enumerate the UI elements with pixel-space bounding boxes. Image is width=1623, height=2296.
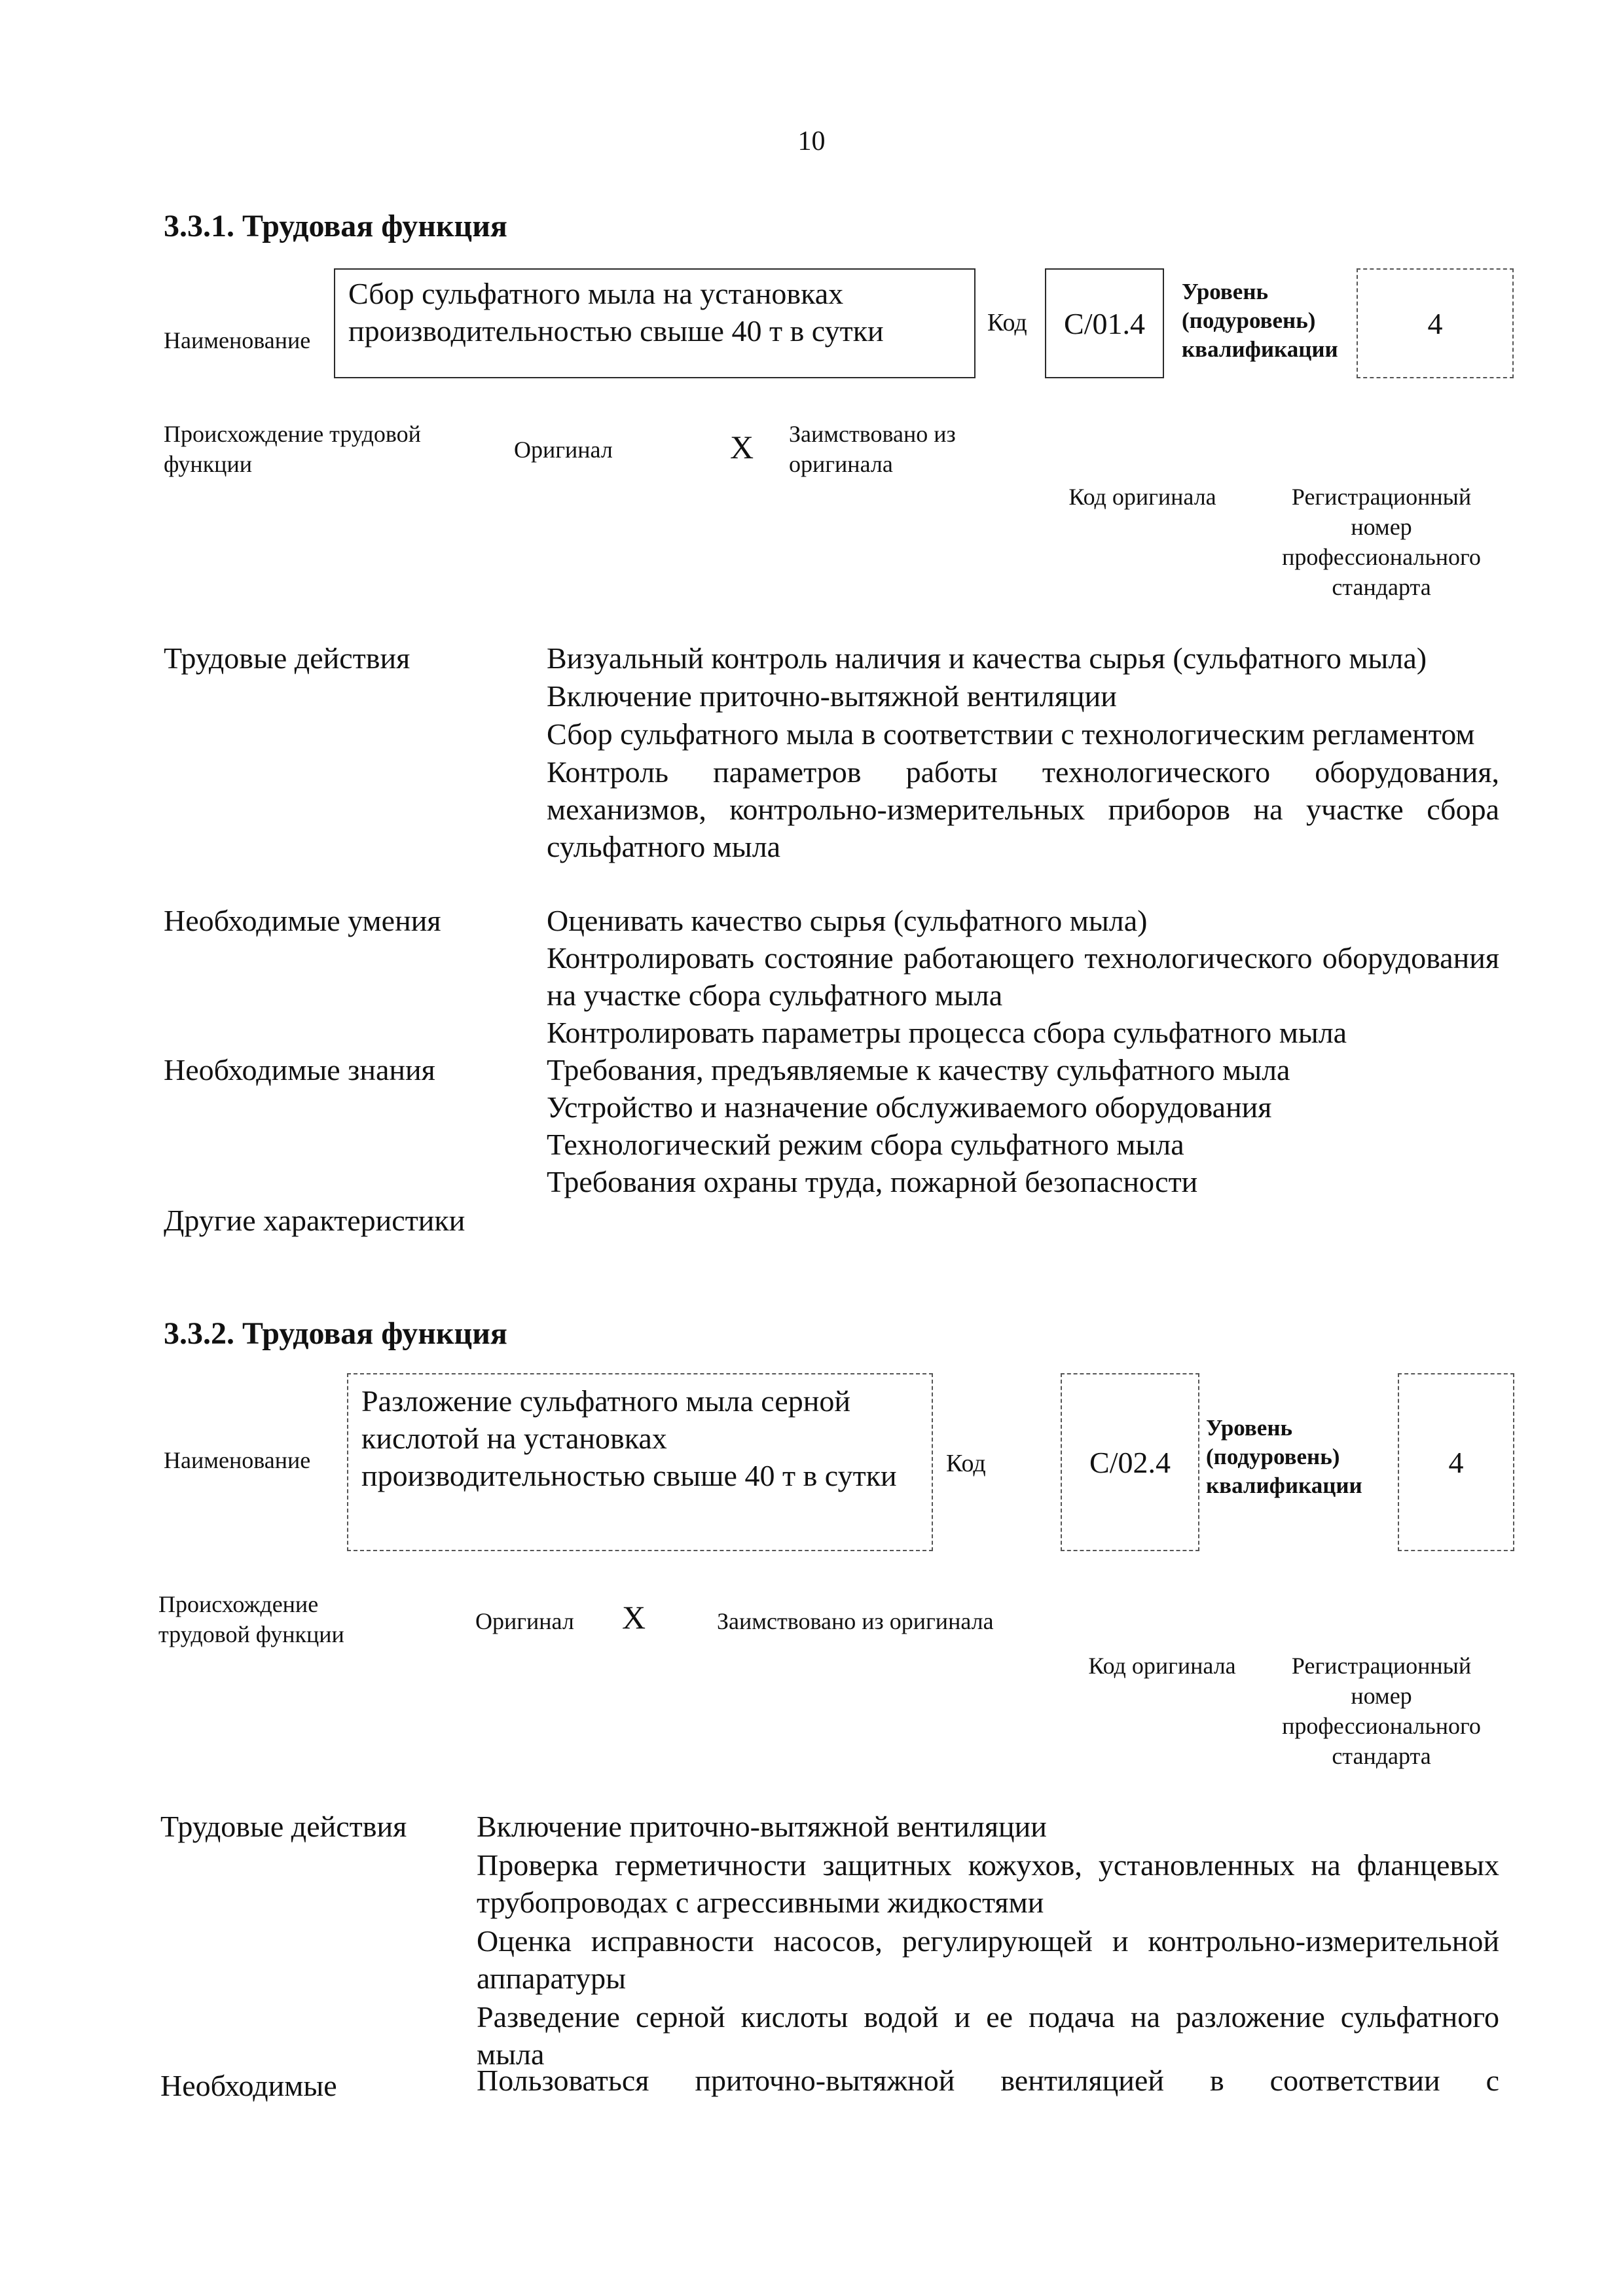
knowledge-label: Необходимые знания [164, 1053, 435, 1086]
orig-code-label: Код оригинала [1068, 484, 1216, 510]
original-x-mark: X [730, 429, 754, 465]
list-item: Требования охраны труда, пожарной безопасности [547, 1165, 1198, 1198]
list-item: Оценивать качество сырья (сульфатного мыла) [547, 904, 1148, 937]
origin-label: Происхождение трудовой функции [164, 421, 421, 477]
level-label: Уровень (подуровень) квалификации [1206, 1415, 1362, 1498]
list-item: Технологический режим сбора сульфатного мыла [547, 1128, 1184, 1161]
skills-label: Необходимые умения [164, 904, 441, 937]
level-field [1398, 1373, 1514, 1551]
code-value: С/01.4 [1064, 306, 1145, 340]
list-item: Проверка герметичности защитных кожухов, установленных на фланцевых трубопроводах с агрессивными жидкостями [477, 1848, 1499, 1919]
labor-actions-label: Трудовые действия [160, 1810, 407, 1843]
original-label: Оригинал [514, 437, 613, 463]
code-label: Код [987, 309, 1027, 336]
list-item: Устройство и назначение обслуживаемого оборудования [547, 1090, 1272, 1124]
code-field [1045, 268, 1164, 378]
section-heading: 3.3.2. Трудовая функция [164, 1316, 507, 1351]
name-field [347, 1373, 933, 1551]
original-x-mark: X [622, 1599, 646, 1636]
code-field [1061, 1373, 1199, 1551]
knowledge-list [547, 1051, 1499, 1200]
labor-actions-label: Трудовые действия [164, 641, 410, 675]
list-item: Требования, предъявляемые к качеству сульфатного мыла [547, 1053, 1290, 1086]
labor-actions-list [547, 639, 1499, 865]
level-value: 4 [1448, 1445, 1464, 1479]
list-item: Контролировать параметры процесса сбора сульфатного мыла [547, 1016, 1347, 1049]
origin-label: Происхождение трудовой функции [158, 1591, 344, 1647]
list-item: Разведение серной кислоты водой и ее подача на разложение сульфатного мыла [477, 2000, 1499, 2071]
borrowed-label: Заимствовано из оригинала [717, 1608, 994, 1634]
list-item: Оценка исправности насосов, регулирующей и контрольно-измерительной аппаратуры [477, 1924, 1499, 1995]
borrowed-label: Заимствовано из оригинала [789, 421, 956, 477]
page-number: 10 [797, 126, 826, 156]
code-label: Код [946, 1450, 986, 1477]
reg-number-label: Регистрационный номер профессионального стандарта [1282, 484, 1481, 600]
skills-partial-line: Пользоваться приточно-вытяжной вентиляцией в соответствии с [477, 2064, 1499, 2097]
reg-number-label: Регистрационный номер профессионального стандарта [1282, 1653, 1481, 1769]
name-value: Сбор сульфатного мыла на установках производительностью свыше 40 т в сутки [348, 277, 884, 348]
list-item: Контролировать состояние работающего технологического оборудования на участке сбора сульфатного мыла [547, 941, 1499, 1012]
orig-code-label: Код оригинала [1088, 1653, 1236, 1679]
list-item: Включение приточно-вытяжной вентиляции [477, 1810, 1047, 1843]
list-item: Включение приточно-вытяжной вентиляции [547, 679, 1117, 713]
skills-label: Необходимые [160, 2069, 337, 2102]
name-field [334, 268, 976, 378]
level-value: 4 [1427, 306, 1443, 340]
list-item: Контроль параметров работы технологического оборудования, механизмов, контрольно-измерительных приборов на участке сбора сульфатного мыла [547, 755, 1499, 863]
name-label: Наименование [164, 327, 311, 353]
name-label: Наименование [164, 1447, 311, 1473]
name-value: Разложение сульфатного мыла серной кислотой на установках производительностью свыше 40 т в сутки [361, 1384, 897, 1492]
other-characteristics-label: Другие характеристики [164, 1204, 465, 1237]
level-label: Уровень (подуровень) квалификации [1182, 279, 1338, 362]
list-item: Визуальный контроль наличия и качества сырья (сульфатного мыла) [547, 641, 1427, 675]
labor-actions-list [477, 1808, 1499, 2073]
list-item: Сбор сульфатного мыла в соответствии с технологическим регламентом [547, 717, 1475, 751]
original-label: Оригинал [475, 1608, 574, 1634]
skills-list [547, 902, 1499, 1051]
level-field [1357, 268, 1514, 378]
section-heading: 3.3.1. Трудовая функция [164, 209, 507, 243]
code-value: С/02.4 [1089, 1445, 1171, 1479]
